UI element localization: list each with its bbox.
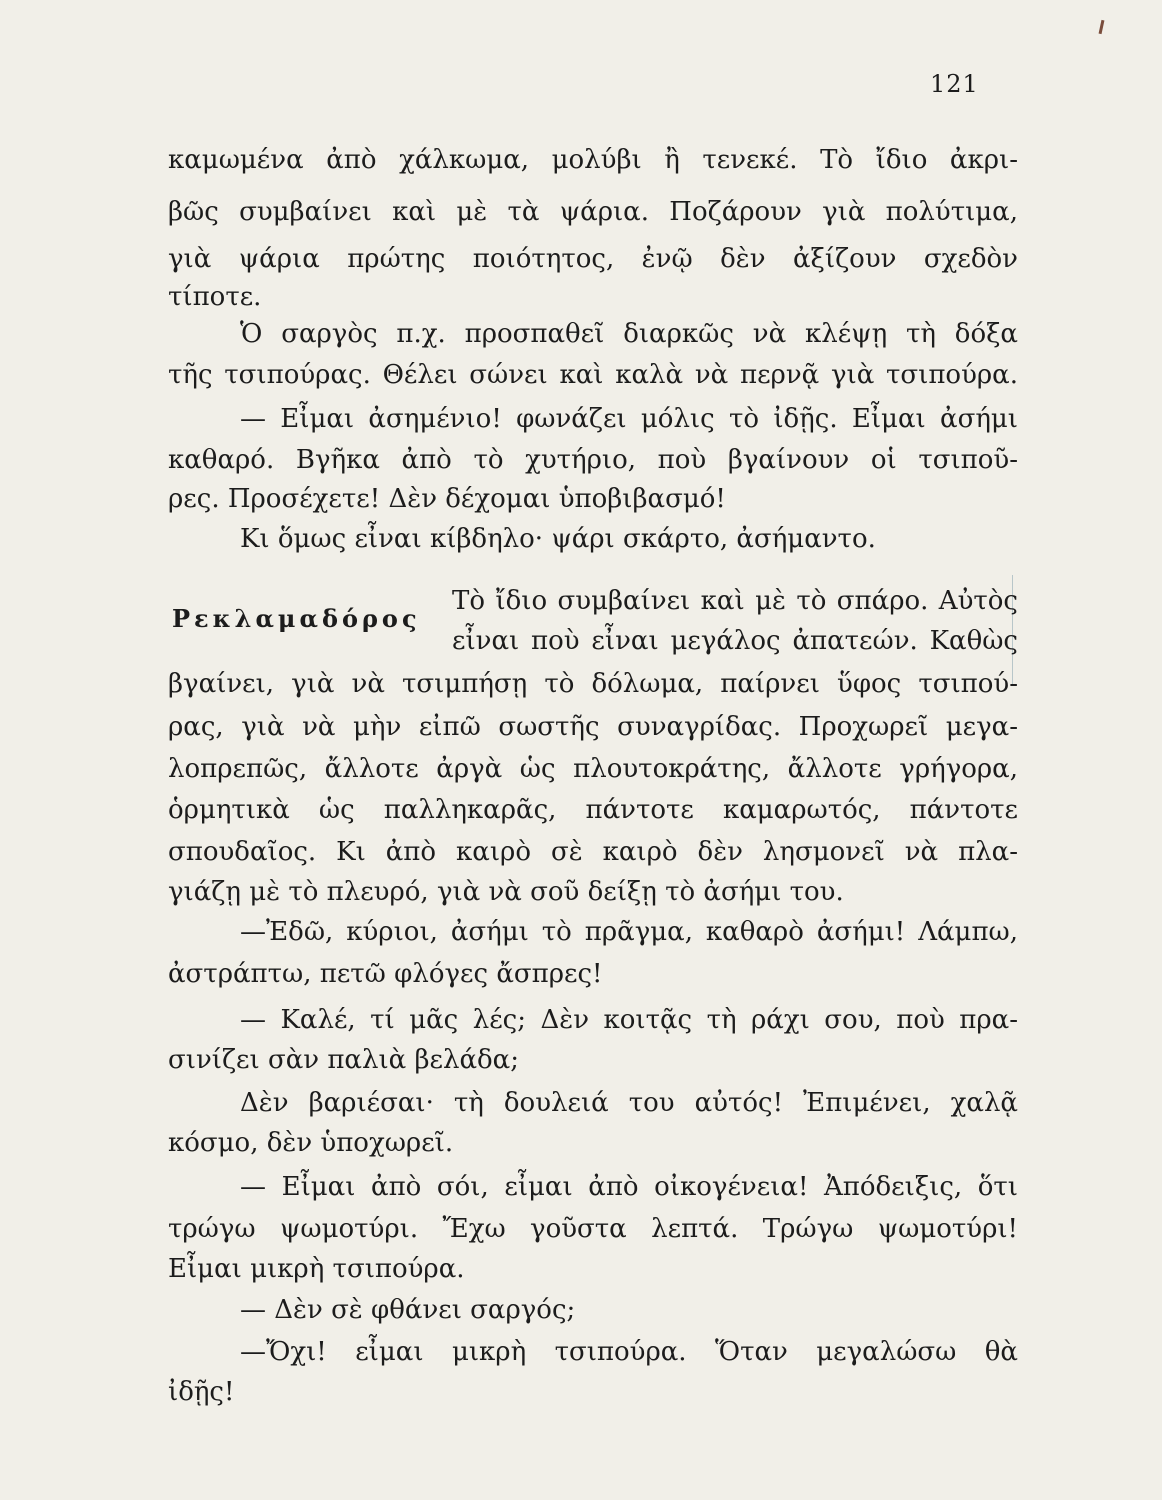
- text-line: σπουδαῖος. Κι ἀπὸ καιρὸ σὲ καιρὸ δὲν λησμονεῖ νὰ πλα-: [168, 837, 1018, 867]
- text-line: Τὸ ἴδιο συμβαίνει καὶ μὲ τὸ σπάρο. Αὐτὸς: [452, 586, 1018, 616]
- text-line: —Ὄχι! εἶμαι μικρὴ τσιπούρα. Ὅταν μεγαλώσω θὰ: [240, 1337, 1018, 1367]
- text-line: Εἶμαι μικρὴ τσιπούρα.: [168, 1254, 465, 1284]
- text-line: γιάζῃ μὲ τὸ πλευρό, γιὰ νὰ σοῦ δείξῃ τὸ ἀσήμι του.: [168, 877, 844, 907]
- text-line: εἶναι ποὺ εἶναι μεγάλος ἀπατεών. Καθὼς: [452, 626, 1018, 656]
- text-line: ἰδῇς!: [168, 1377, 235, 1407]
- text-line: Δὲν βαριέσαι· τὴ δουλειά του αὐτός! Ἐπιμένει, χαλᾷ: [240, 1088, 1018, 1118]
- text-line: καμωμένα ἀπὸ χάλκωμα, μολύβι ἢ τενεκέ. Τὸ ἴδιο ἀκρι-: [168, 145, 1018, 175]
- text-line: τίποτε.: [168, 282, 262, 312]
- text-line: λοπρεπῶς, ἄλλοτε ἀργὰ ὡς πλουτοκράτης, ἄλλοτε γρήγορα,: [168, 754, 1018, 784]
- text-line: βγαίνει, γιὰ νὰ τσιμπήσῃ τὸ δόλωμα, παίρνει ὕφος τσιπού-: [168, 669, 1018, 699]
- text-line: κόσμο, δὲν ὑποχωρεῖ.: [168, 1128, 454, 1158]
- text-line: σινίζει σὰν παλιὰ βελάδα;: [168, 1045, 519, 1075]
- text-line: Ὁ σαργὸς π.χ. προσπαθεῖ διαρκῶς νὰ κλέψῃ τὴ δόξα: [240, 319, 1018, 349]
- text-line: ὁρμητικὰ ὡς παλληκαρᾶς, πάντοτε καμαρωτός, πάντοτε: [168, 795, 1018, 825]
- text-line: ρες. Προσέχετε! Δὲν δέχομαι ὑποβιβασμό!: [168, 484, 726, 514]
- text-line: —Ἐδῶ, κύριοι, ἀσήμι τὸ πρᾶγμα, καθαρὸ ἀσήμι! Λάμπω,: [240, 917, 1018, 947]
- page-number: 121: [930, 70, 979, 98]
- text-line: καθαρό. Βγῆκα ἀπὸ τὸ χυτήριο, ποὺ βγαίνουν οἱ τσιποῦ-: [168, 445, 1018, 475]
- text-line: ἀστράπτω, πετῶ φλόγες ἄσπρες!: [168, 959, 603, 989]
- text-line: — Εἶμαι ἀσημένιο! φωνάζει μόλις τὸ ἰδῇς. Εἶμαι ἀσήμι: [240, 404, 1018, 434]
- text-line: — Καλέ, τί μᾶς λές; Δὲν κοιτᾷς τὴ ράχι σου, ποὺ πρα-: [240, 1005, 1018, 1035]
- text-line: τρώγω ψωμοτύρι. Ἔχω γοῦστα λεπτά. Τρώγω ψωμοτύρι!: [168, 1214, 1018, 1244]
- text-line: — Δὲν σὲ φθάνει σαργός;: [240, 1295, 576, 1325]
- text-line: — Εἶμαι ἀπὸ σόι, εἶμαι ἀπὸ οἰκογένεια! Ἀπόδειξις, ὅτι: [240, 1172, 1018, 1202]
- text-line: τῆς τσιπούρας. Θέλει σώνει καὶ καλὰ νὰ περνᾷ γιὰ τσιπούρα.: [168, 360, 1018, 390]
- text-line: βῶς συμβαίνει καὶ μὲ τὰ ψάρια. Ποζάρουν γιὰ πολύτιμα,: [168, 197, 1018, 227]
- text-line: γιὰ ψάρια πρώτης ποιότητος, ἐνῷ δὲν ἀξίζουν σχεδὸν: [168, 244, 1018, 274]
- text-line: Κι ὅμως εἶναι κίβδηλο· ψάρι σκάρτο, ἀσήμαντο.: [240, 524, 876, 554]
- margin-heading: Ρεκλαμαδόρος: [172, 604, 421, 633]
- ink-mark: [1099, 20, 1105, 34]
- text-line: ρας, γιὰ νὰ μὴν εἰπῶ σωστῆς συναγρίδας. Προχωρεῖ μεγα-: [168, 712, 1018, 742]
